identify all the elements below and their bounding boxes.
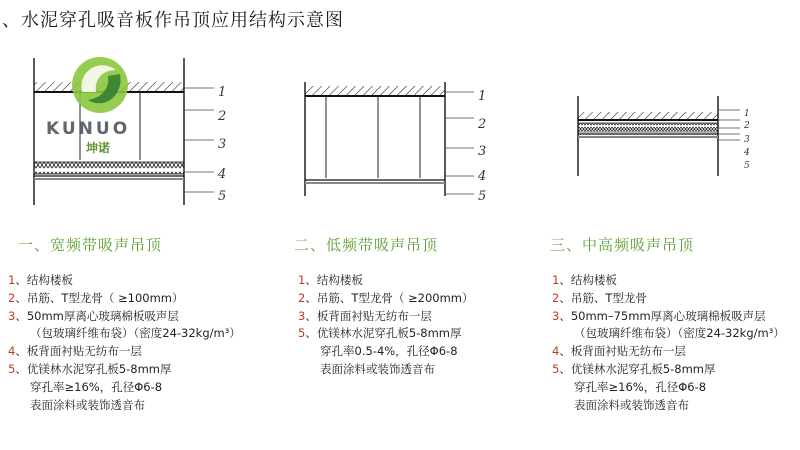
list-item-text: 、优镁林水泥穿孔板5-8mm厚 xyxy=(559,361,716,376)
list-item-number: 5 xyxy=(298,326,306,341)
list-item-text: 表面涂料或装饰透音布 xyxy=(30,397,145,412)
list-item-text: （包玻璃纤维布袋）（密度24-32kg/m³） xyxy=(30,326,241,341)
diagram-midhighfreq xyxy=(578,96,750,176)
section-title-lowfreq: 二、低频带吸声吊顶 xyxy=(294,236,439,254)
list-item xyxy=(552,325,798,343)
list-item-text: 表面涂料或装饰透音布 xyxy=(574,397,689,412)
logo-text: KUNUO xyxy=(46,119,131,139)
list-item-text: 穿孔率0.5-4%，孔径Φ6-8 xyxy=(320,344,458,359)
list-item-text: 、板背面衬贴无纺布一层 xyxy=(305,308,432,323)
list-item-text: 、结构楼板 xyxy=(15,273,73,287)
list-item xyxy=(8,379,278,397)
list-item-number: 1 xyxy=(552,273,560,287)
callout-label: 1 xyxy=(478,89,487,104)
kunuo-logo xyxy=(46,57,130,155)
list-item-number: 2 xyxy=(8,290,16,305)
list-item-text: 、板背面衬贴无纺布一层 xyxy=(559,344,686,359)
list-item-number: 4 xyxy=(552,344,560,359)
callout-label: 2 xyxy=(744,121,750,131)
section-title-wideband: 一、宽频带吸声吊顶 xyxy=(18,236,163,254)
callout-label: 5 xyxy=(218,189,227,204)
callout-label: 4 xyxy=(744,148,750,158)
list-item-number: 1 xyxy=(298,273,306,287)
list-item-number: 2 xyxy=(552,290,560,305)
list-item-text: 、板背面衬贴无纺布一层 xyxy=(15,344,142,359)
list-item-number: 3 xyxy=(8,308,16,323)
list-item-text: 、50mm–75mm厚离心玻璃棉板吸声层 xyxy=(559,308,766,323)
list-item xyxy=(8,397,278,415)
list-item xyxy=(298,361,548,379)
structural-slab xyxy=(305,86,445,96)
list-item-text: 穿孔率≥16%，孔径Φ6-8 xyxy=(574,379,707,394)
callout-label: 2 xyxy=(218,109,227,124)
list-item xyxy=(552,290,798,308)
section-title-midhighfreq: 三、中高频吸声吊顶 xyxy=(550,236,695,254)
list-item-text: 、吊筋、T型龙骨 xyxy=(559,290,647,305)
callout-label: 2 xyxy=(478,117,487,132)
list-item-number: 3 xyxy=(298,308,306,323)
list-item xyxy=(552,379,798,397)
list-item xyxy=(552,361,798,379)
item-list-lowfreq xyxy=(298,272,548,379)
list-item-text: 表面涂料或装饰透音布 xyxy=(320,361,435,376)
list-item-text: 穿孔率≥16%，孔径Φ6-8 xyxy=(30,379,163,394)
logo-subtext: 坤诺 xyxy=(86,141,111,155)
callout-label: 5 xyxy=(478,189,487,204)
list-item xyxy=(8,325,278,343)
list-item xyxy=(298,272,548,290)
glass-wool-layer xyxy=(578,123,718,132)
list-item xyxy=(8,272,278,290)
list-item-number: 2 xyxy=(298,290,306,305)
list-item xyxy=(552,343,798,361)
callout-label: 1 xyxy=(744,109,750,119)
list-item-number: 3 xyxy=(552,308,560,323)
list-item xyxy=(8,290,278,308)
list-item xyxy=(8,361,278,379)
list-item-text: 、吊筋、T型龙骨（ ≥100mm） xyxy=(15,290,184,305)
diagram-lowfreq xyxy=(305,82,486,204)
list-item-number: 4 xyxy=(8,344,16,359)
list-item-text: 、吊筋、T型龙骨（ ≥200mm） xyxy=(305,290,474,305)
structural-slab xyxy=(578,112,718,120)
list-item-number: 5 xyxy=(552,361,560,376)
list-item xyxy=(552,397,798,415)
list-item xyxy=(552,308,798,326)
callout-label: 1 xyxy=(218,85,227,100)
list-item-text: 、结构楼板 xyxy=(305,273,363,287)
list-item-text: 、50mm厚离心玻璃棉板吸声层 xyxy=(15,308,179,323)
callout-label: 4 xyxy=(218,167,227,182)
list-item-text: 、结构楼板 xyxy=(559,273,617,287)
list-item-number: 5 xyxy=(8,361,16,376)
page-title: 、水泥穿孔吸音板作吊顶应用结构示意图 xyxy=(2,10,344,31)
list-item xyxy=(298,343,548,361)
callout-label: 4 xyxy=(478,169,487,184)
list-item xyxy=(8,343,278,361)
list-item xyxy=(298,290,548,308)
callout-label: 3 xyxy=(478,144,487,159)
callout-label: 5 xyxy=(744,161,750,171)
list-item xyxy=(8,308,278,326)
glass-wool-layer xyxy=(34,162,184,174)
list-item-text: 、优镁林水泥穿孔板5-8mm厚 xyxy=(305,326,462,341)
list-item-text: 、优镁林水泥穿孔板5-8mm厚 xyxy=(15,361,172,376)
list-item xyxy=(552,272,798,290)
list-item xyxy=(298,308,548,326)
callout-label: 3 xyxy=(744,135,750,145)
callout-label: 3 xyxy=(218,137,227,152)
item-list-midhighfreq xyxy=(552,272,798,414)
list-item-number: 1 xyxy=(8,273,16,287)
item-list-wideband xyxy=(8,272,278,414)
list-item xyxy=(298,325,548,343)
list-item-text: （包玻璃纤维布袋）（密度24-32kg/m³） xyxy=(574,326,785,341)
